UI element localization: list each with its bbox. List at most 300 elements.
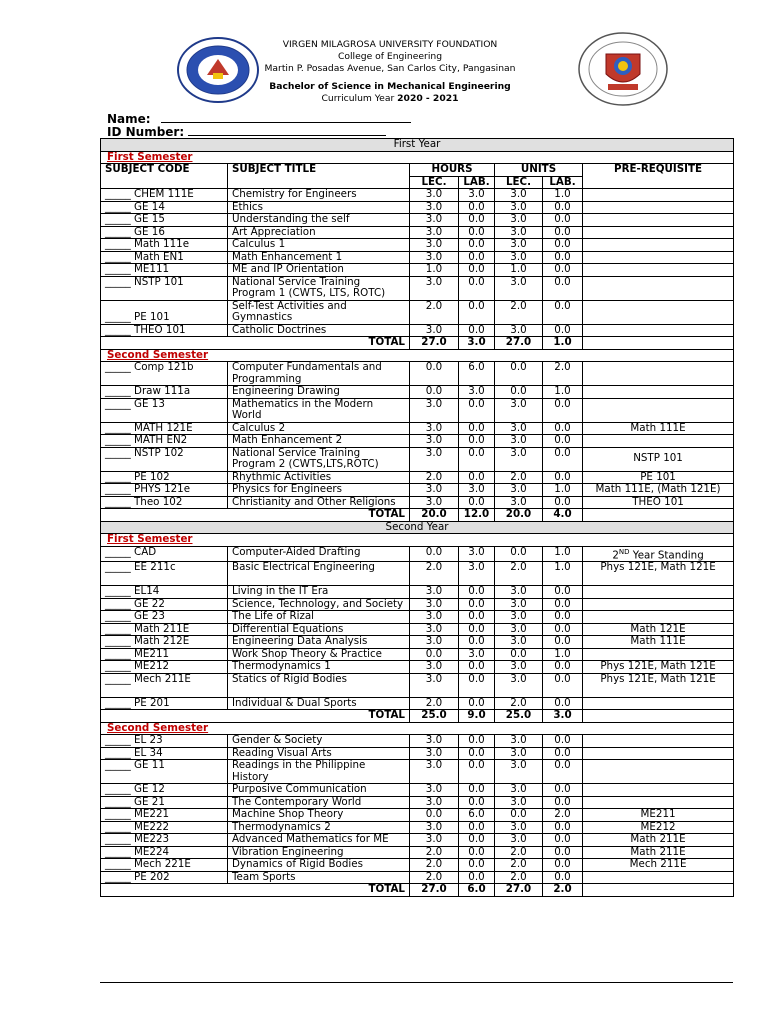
units-lec: 3.0 <box>495 189 543 202</box>
table-row <box>101 435 734 448</box>
total-prerequisite-empty <box>583 884 734 897</box>
checkbox-blank-line[interactable]: _____ <box>105 275 135 288</box>
hours-lec: 3.0 <box>410 398 459 422</box>
hours-lec: 3.0 <box>410 834 459 847</box>
table-row <box>101 471 734 484</box>
prerequisite: Math 121E <box>583 623 734 636</box>
prerequisite <box>583 648 734 661</box>
table-row <box>101 661 734 674</box>
total-prerequisite-empty <box>583 337 734 350</box>
subject-code: Math EN1 <box>134 250 184 263</box>
hours-lab: 0.0 <box>459 846 495 859</box>
units-lab: 0.0 <box>543 276 583 300</box>
checkbox-blank-line[interactable]: _____ <box>105 597 135 610</box>
units-lec: 0.0 <box>495 386 543 399</box>
hours-lec: 3.0 <box>410 586 459 599</box>
prerequisite <box>583 747 734 760</box>
units-lec: 1.0 <box>495 264 543 277</box>
subject-code: GE 22 <box>134 597 165 610</box>
prerequisite <box>583 201 734 214</box>
subject-code-cell <box>101 760 228 784</box>
units-lec: 3.0 <box>495 398 543 422</box>
subject-title: Advanced Mathematics for ME <box>228 834 410 847</box>
checkbox-blank-line[interactable]: _____ <box>105 250 135 263</box>
units-lab: 0.0 <box>543 398 583 422</box>
curriculum-year-value: 2020 - 2021 <box>397 93 459 104</box>
total-units-lec: 20.0 <box>495 509 543 522</box>
checkbox-blank-line[interactable]: _____ <box>105 225 135 238</box>
subject-code-cell <box>101 251 228 264</box>
semester-header <box>101 534 734 547</box>
hours-lec: 2.0 <box>410 562 459 586</box>
table-row <box>101 821 734 834</box>
checkbox-blank-line[interactable]: _____ <box>105 845 135 858</box>
hours-lab: 3.0 <box>459 386 495 399</box>
units-lab: 0.0 <box>543 673 583 697</box>
subject-code: EE 211c <box>134 561 176 574</box>
hours-lab: 3.0 <box>459 562 495 586</box>
units-lab: 0.0 <box>543 611 583 624</box>
col-prerequisite: PRE-REQUISITE <box>583 164 734 189</box>
checkbox-blank-line[interactable]: _____ <box>105 311 135 323</box>
total-units-lab: 3.0 <box>543 710 583 723</box>
subject-title: Math Enhancement 1 <box>228 251 410 264</box>
units-lab: 0.0 <box>543 735 583 748</box>
subject-code-cell <box>101 214 228 227</box>
prerequisite: Math 111E, (Math 121E) <box>583 484 734 497</box>
table-row <box>101 846 734 859</box>
year-header <box>101 521 734 534</box>
checkbox-blank-line[interactable]: _____ <box>105 734 135 747</box>
table-row <box>101 201 734 214</box>
hours-lab: 0.0 <box>459 623 495 636</box>
college-name: College of Engineering <box>337 51 443 62</box>
units-lab: 0.0 <box>543 747 583 760</box>
table-row <box>101 324 734 337</box>
subject-code: Comp 121b <box>134 361 194 373</box>
units-lec: 3.0 <box>495 422 543 435</box>
table-row <box>101 546 734 562</box>
checkbox-blank-line[interactable]: _____ <box>105 833 135 846</box>
total-units-lec: 27.0 <box>495 884 543 897</box>
checkbox-blank-line[interactable]: _____ <box>105 783 135 796</box>
subject-code: MATH EN2 <box>134 434 188 446</box>
col-hours: HOURS <box>410 164 495 177</box>
prerequisite: Phys 121E, Math 121E <box>583 661 734 674</box>
id-number-input-line[interactable] <box>188 125 386 136</box>
curriculum-year <box>250 93 530 104</box>
subject-code: Math 211E <box>134 622 190 635</box>
prerequisite-number: 2 <box>612 548 619 561</box>
subject-title: ME and IP Orientation <box>228 264 410 277</box>
subject-code: PE 102 <box>134 470 170 483</box>
prerequisite: PE 101 <box>583 471 734 484</box>
hours-lab: 3.0 <box>459 546 495 562</box>
checkbox-blank-line[interactable]: _____ <box>105 470 135 483</box>
college-seal-icon <box>578 32 668 107</box>
hours-lec: 3.0 <box>410 598 459 611</box>
subject-code-cell <box>101 276 228 300</box>
units-lab: 0.0 <box>543 784 583 797</box>
total-label: TOTAL <box>101 710 410 723</box>
prerequisite: NSTP 101 <box>583 447 734 471</box>
hours-lab: 0.0 <box>459 661 495 674</box>
units-lec: 3.0 <box>495 598 543 611</box>
units-lab: 0.0 <box>543 435 583 448</box>
checkbox-blank-line[interactable]: _____ <box>105 200 135 213</box>
prerequisite <box>583 697 734 710</box>
hours-lab: 0.0 <box>459 598 495 611</box>
units-lec: 3.0 <box>495 784 543 797</box>
units-lab: 0.0 <box>543 636 583 649</box>
table-row <box>101 623 734 636</box>
units-lec: 2.0 <box>495 471 543 484</box>
hours-lec: 3.0 <box>410 447 459 471</box>
units-lab: 0.0 <box>543 201 583 214</box>
subject-title: Catholic Doctrines <box>228 324 410 337</box>
checkbox-blank-line[interactable]: _____ <box>105 483 135 495</box>
subject-title: Basic Electrical Engineering <box>228 562 410 586</box>
hours-lec: 2.0 <box>410 871 459 884</box>
units-lab: 2.0 <box>543 809 583 822</box>
subject-code: GE 13 <box>134 397 165 410</box>
hours-lab: 3.0 <box>459 484 495 497</box>
subject-code: ME212 <box>134 660 170 673</box>
prerequisite <box>583 735 734 748</box>
checkbox-blank-line[interactable]: _____ <box>105 672 135 685</box>
hours-lab: 0.0 <box>459 300 495 324</box>
units-lec: 3.0 <box>495 435 543 448</box>
table-row <box>101 447 734 471</box>
university-seal-icon <box>177 37 259 103</box>
checkbox-blank-line[interactable]: _____ <box>105 361 135 373</box>
subject-title: Math Enhancement 2 <box>228 435 410 448</box>
subject-title: The Contemporary World <box>228 796 410 809</box>
hours-lab: 0.0 <box>459 735 495 748</box>
hours-lec: 3.0 <box>410 611 459 624</box>
checkbox-blank-line[interactable]: _____ <box>105 446 135 459</box>
checkbox-blank-line[interactable]: _____ <box>105 795 135 808</box>
table-row <box>101 276 734 300</box>
subject-title: Art Appreciation <box>228 226 410 239</box>
subject-code-cell <box>101 496 228 509</box>
checkbox-blank-line[interactable]: _____ <box>105 585 135 598</box>
hours-lab: 3.0 <box>459 189 495 202</box>
units-lec: 2.0 <box>495 562 543 586</box>
units-lab: 0.0 <box>543 300 583 324</box>
checkbox-blank-line[interactable]: _____ <box>105 870 135 883</box>
subject-title: Self-Test Activities and Gymnastics <box>228 300 410 324</box>
units-lec: 3.0 <box>495 834 543 847</box>
subject-code: EL14 <box>134 585 160 598</box>
hours-lec: 2.0 <box>410 697 459 710</box>
hours-lab: 0.0 <box>459 834 495 847</box>
units-lab: 0.0 <box>543 834 583 847</box>
subject-code: ME221 <box>134 808 170 821</box>
subject-code: Draw 111a <box>134 385 191 397</box>
subject-title: Thermodynamics 1 <box>228 661 410 674</box>
subject-code-cell <box>101 471 228 484</box>
units-lab: 0.0 <box>543 697 583 710</box>
subject-title: Readings in the Philippine History <box>228 760 410 784</box>
subject-code-cell <box>101 447 228 471</box>
semester-title: First Semester <box>101 534 734 547</box>
checkbox-blank-line[interactable]: _____ <box>105 263 135 275</box>
subject-title: Ethics <box>228 201 410 214</box>
hours-lab: 0.0 <box>459 821 495 834</box>
checkbox-blank-line[interactable]: _____ <box>105 495 135 508</box>
checkbox-blank-line[interactable]: _____ <box>105 622 135 635</box>
year-header <box>101 139 734 152</box>
subject-code-cell <box>101 586 228 599</box>
subject-code-cell <box>101 871 228 884</box>
units-lab: 0.0 <box>543 264 583 277</box>
total-prerequisite-empty <box>583 710 734 723</box>
subject-code-cell <box>101 834 228 847</box>
checkbox-blank-line[interactable]: _____ <box>105 610 135 623</box>
checkbox-blank-line[interactable]: _____ <box>105 820 135 833</box>
subject-code: THEO 101 <box>134 323 186 336</box>
units-lec: 3.0 <box>495 821 543 834</box>
units-lab: 0.0 <box>543 214 583 227</box>
subject-code-cell <box>101 821 228 834</box>
subject-title: Engineering Drawing <box>228 386 410 399</box>
prerequisite-text: Year Standing <box>629 548 704 561</box>
checkbox-blank-line[interactable]: _____ <box>105 385 135 397</box>
total-prerequisite-empty <box>583 509 734 522</box>
hours-lab: 0.0 <box>459 611 495 624</box>
units-lec: 0.0 <box>495 648 543 661</box>
checkbox-blank-line[interactable]: _____ <box>105 323 135 336</box>
subject-code-cell <box>101 859 228 872</box>
units-lec: 3.0 <box>495 447 543 471</box>
units-lec: 3.0 <box>495 586 543 599</box>
total-units-lec: 25.0 <box>495 710 543 723</box>
units-lec: 3.0 <box>495 673 543 697</box>
units-lab: 2.0 <box>543 362 583 386</box>
hours-lec: 2.0 <box>410 846 459 859</box>
checkbox-blank-line[interactable]: _____ <box>105 213 135 225</box>
subject-code-cell <box>101 648 228 661</box>
units-lab: 0.0 <box>543 251 583 264</box>
curriculum-year-label: Curriculum Year <box>321 93 395 104</box>
table-row <box>101 484 734 497</box>
subject-code: NSTP 101 <box>134 275 184 288</box>
prerequisite <box>583 611 734 624</box>
table-row <box>101 586 734 599</box>
subject-title: Thermodynamics 2 <box>228 821 410 834</box>
subject-code: PE 101 <box>134 311 170 323</box>
total-hours-lab: 3.0 <box>459 337 495 350</box>
prerequisite <box>583 300 734 324</box>
checkbox-blank-line[interactable]: _____ <box>105 397 135 410</box>
hours-lec: 2.0 <box>410 300 459 324</box>
table-row <box>101 496 734 509</box>
hours-lec: 3.0 <box>410 496 459 509</box>
subject-code: Math 111e <box>134 238 190 250</box>
checkbox-blank-line[interactable]: _____ <box>105 635 135 648</box>
subject-code: CAD <box>134 545 157 558</box>
units-lec: 0.0 <box>495 809 543 822</box>
subject-title: Dynamics of Rigid Bodies <box>228 859 410 872</box>
subject-title: National Service Training Program 2 (CWTS,LTS,ROTC) <box>228 447 410 471</box>
table-row <box>101 648 734 661</box>
hours-lec: 3.0 <box>410 435 459 448</box>
hours-lec: 3.0 <box>410 324 459 337</box>
units-lab: 0.0 <box>543 821 583 834</box>
checkbox-blank-line[interactable]: _____ <box>105 759 135 772</box>
hours-lab: 0.0 <box>459 859 495 872</box>
units-lec: 3.0 <box>495 214 543 227</box>
checkbox-blank-line[interactable]: _____ <box>105 434 135 446</box>
subject-code: MATH 121E <box>134 421 193 434</box>
checkbox-blank-line[interactable]: _____ <box>105 421 135 434</box>
subject-title: Calculus 1 <box>228 239 410 252</box>
table-row <box>101 398 734 422</box>
table-row <box>101 251 734 264</box>
prerequisite-suffix: ND <box>618 547 630 556</box>
units-lec: 2.0 <box>495 871 543 884</box>
hours-lab: 0.0 <box>459 226 495 239</box>
prerequisite: Phys 121E, Math 121E <box>583 673 734 697</box>
subject-code: ME111 <box>134 263 170 275</box>
col-units: UNITS <box>495 164 583 177</box>
checkbox-blank-line[interactable]: _____ <box>105 696 135 709</box>
units-lab: 0.0 <box>543 859 583 872</box>
units-lec: 3.0 <box>495 201 543 214</box>
hours-lab: 0.0 <box>459 871 495 884</box>
subject-code: Mech 211E <box>134 672 191 685</box>
subject-title: Computer Fundamentals and Programming <box>228 362 410 386</box>
col-subject-code: SUBJECT CODE <box>101 164 228 189</box>
year-title: First Year <box>101 139 734 152</box>
units-lec: 2.0 <box>495 859 543 872</box>
prerequisite: Phys 121E, Math 121E <box>583 562 734 586</box>
hours-lab: 0.0 <box>459 398 495 422</box>
prerequisite <box>583 871 734 884</box>
subject-code-cell <box>101 846 228 859</box>
prerequisite: Mech 211E <box>583 859 734 872</box>
hours-lec: 3.0 <box>410 276 459 300</box>
hours-lab: 0.0 <box>459 673 495 697</box>
hours-lab: 0.0 <box>459 796 495 809</box>
hours-lec: 0.0 <box>410 362 459 386</box>
subject-code: EL 23 <box>134 734 163 747</box>
checkbox-blank-line[interactable]: _____ <box>105 746 135 759</box>
checkbox-blank-line[interactable]: _____ <box>105 238 135 250</box>
subject-title: Gender & Society <box>228 735 410 748</box>
subject-code-cell <box>101 239 228 252</box>
hours-lec: 3.0 <box>410 226 459 239</box>
units-lec: 0.0 <box>495 546 543 562</box>
hours-lec: 3.0 <box>410 201 459 214</box>
units-lab: 0.0 <box>543 598 583 611</box>
prerequisite <box>583 189 734 202</box>
checkbox-blank-line[interactable]: _____ <box>105 647 135 660</box>
column-header-row <box>101 164 734 177</box>
prerequisite <box>583 435 734 448</box>
subject-code: ME224 <box>134 845 170 858</box>
subject-code-cell <box>101 562 228 586</box>
hours-lab: 0.0 <box>459 214 495 227</box>
hours-lec: 0.0 <box>410 386 459 399</box>
subject-code: Math 212E <box>134 635 190 648</box>
name-label: Name: <box>107 112 151 126</box>
table-row <box>101 611 734 624</box>
checkbox-blank-line[interactable]: _____ <box>105 660 135 673</box>
hours-lab: 0.0 <box>459 435 495 448</box>
table-row <box>101 859 734 872</box>
units-lec: 2.0 <box>495 300 543 324</box>
table-row <box>101 784 734 797</box>
hours-lec: 3.0 <box>410 239 459 252</box>
hours-lec: 0.0 <box>410 648 459 661</box>
hours-lab: 0.0 <box>459 251 495 264</box>
subject-title: Science, Technology, and Society <box>228 598 410 611</box>
semester-title: Second Semester <box>101 349 734 362</box>
table-row <box>101 673 734 697</box>
col-hours-lec: LEC. <box>410 176 459 189</box>
table-row <box>101 598 734 611</box>
hours-lab: 0.0 <box>459 422 495 435</box>
total-hours-lec: 20.0 <box>410 509 459 522</box>
checkbox-blank-line[interactable]: _____ <box>105 188 135 200</box>
total-hours-lec: 25.0 <box>410 710 459 723</box>
table-row <box>101 386 734 399</box>
subject-code-cell <box>101 189 228 202</box>
checkbox-blank-line[interactable]: _____ <box>105 561 135 574</box>
hours-lab: 0.0 <box>459 747 495 760</box>
subject-code-cell <box>101 435 228 448</box>
subject-code-cell <box>101 673 228 697</box>
hours-lab: 0.0 <box>459 760 495 784</box>
checkbox-blank-line[interactable]: _____ <box>105 545 135 558</box>
subject-title: Machine Shop Theory <box>228 809 410 822</box>
footer-rule <box>100 982 733 983</box>
subject-code: NSTP 102 <box>134 446 184 459</box>
prerequisite <box>583 226 734 239</box>
subject-code: ME211 <box>134 647 170 660</box>
units-lec: 3.0 <box>495 324 543 337</box>
program-title: Bachelor of Science in Mechanical Engineering <box>269 81 511 92</box>
hours-lab: 0.0 <box>459 697 495 710</box>
units-lab: 0.0 <box>543 496 583 509</box>
table-row <box>101 214 734 227</box>
table-row <box>101 189 734 202</box>
units-lec: 3.0 <box>495 747 543 760</box>
table-row <box>101 871 734 884</box>
checkbox-blank-line[interactable]: _____ <box>105 858 135 871</box>
name-input-line[interactable] <box>161 112 411 123</box>
subject-title: Engineering Data Analysis <box>228 636 410 649</box>
semester-header <box>101 349 734 362</box>
table-row <box>101 264 734 277</box>
subject-title: The Life of Rizal <box>228 611 410 624</box>
hours-lec: 2.0 <box>410 471 459 484</box>
year-title: Second Year <box>101 521 734 534</box>
total-label: TOTAL <box>101 884 410 897</box>
subject-code-cell <box>101 362 228 386</box>
table-row <box>101 226 734 239</box>
subject-title: Rhythmic Activities <box>228 471 410 484</box>
hours-lec: 0.0 <box>410 809 459 822</box>
subject-code-cell <box>101 201 228 214</box>
checkbox-blank-line[interactable]: _____ <box>105 808 135 821</box>
hours-lec: 3.0 <box>410 821 459 834</box>
subject-code: GE 15 <box>134 213 165 225</box>
subject-title: Living in the IT Era <box>228 586 410 599</box>
table-row <box>101 300 734 324</box>
